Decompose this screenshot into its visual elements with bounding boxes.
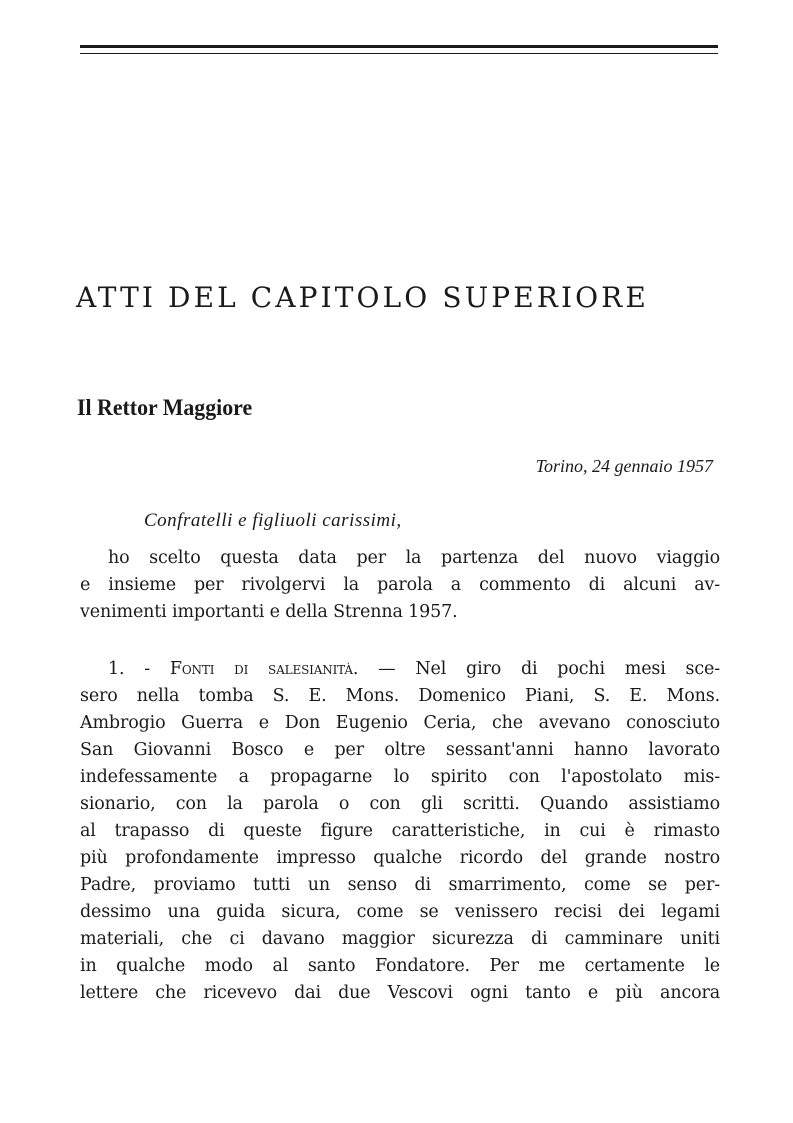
- body-line: più profondamente impresso qualche ricordo del grande nostro: [80, 848, 720, 868]
- intro-line: ho scelto questa data per la partenza del nuovo viaggio: [108, 548, 720, 568]
- author-heading: Il Rettor Maggiore: [77, 395, 253, 420]
- body-line: sionario, con la parola o con gli scritti. Quando assistiamo: [80, 794, 720, 814]
- body-line: lettere che ricevevo dai due Vescovi ogni tanto e più ancora: [80, 983, 720, 1003]
- header-rule-thin: [80, 53, 718, 54]
- body-line: al trapasso di queste figure caratteristiche, in cui è rimasto: [80, 821, 720, 841]
- body-line: materiali, che ci davano maggior sicurezza di camminare uniti: [80, 929, 720, 949]
- header-rule-thick: [80, 45, 718, 48]
- intro-line: e insieme per rivolgervi la parola a commento di alcuni av-: [80, 575, 720, 595]
- point-first-line-text: — Nel giro di pochi mesi sce-: [378, 659, 720, 679]
- intro-paragraph: [80, 545, 720, 626]
- body-line: in qualche modo al santo Fondatore. Per me certamente le: [80, 956, 720, 976]
- salutation: Confratelli e figliuoli carissimi,: [144, 510, 402, 531]
- body-line: dessimo una guida sicura, come se venissero recisi dei legami: [80, 902, 720, 922]
- body-line: sero nella tomba S. E. Mons. Domenico Piani, S. E. Mons.: [80, 686, 720, 706]
- body-line: Padre, proviamo tutti un senso di smarrimento, come se per-: [80, 875, 720, 895]
- date-line: Torino, 24 gennaio 1957: [535, 456, 713, 476]
- point-heading: Fonti di salesianità.: [169, 659, 359, 679]
- section-title: ATTI DEL CAPITOLO SUPERIORE: [76, 281, 649, 314]
- point-number: 1. -: [108, 659, 150, 679]
- body-line: San Giovanni Bosco e per oltre sessant'anni hanno lavorato: [80, 740, 720, 760]
- point-1-paragraph: [80, 656, 720, 1007]
- body-line: Ambrogio Guerra e Don Eugenio Ceria, che avevano conosciuto: [80, 713, 720, 733]
- point-1-first-line: [80, 656, 720, 683]
- intro-line: venimenti importanti e della Strenna 1957.: [80, 602, 458, 622]
- body-line: indefessamente a propagarne lo spirito con l'apostolato mis-: [80, 767, 720, 787]
